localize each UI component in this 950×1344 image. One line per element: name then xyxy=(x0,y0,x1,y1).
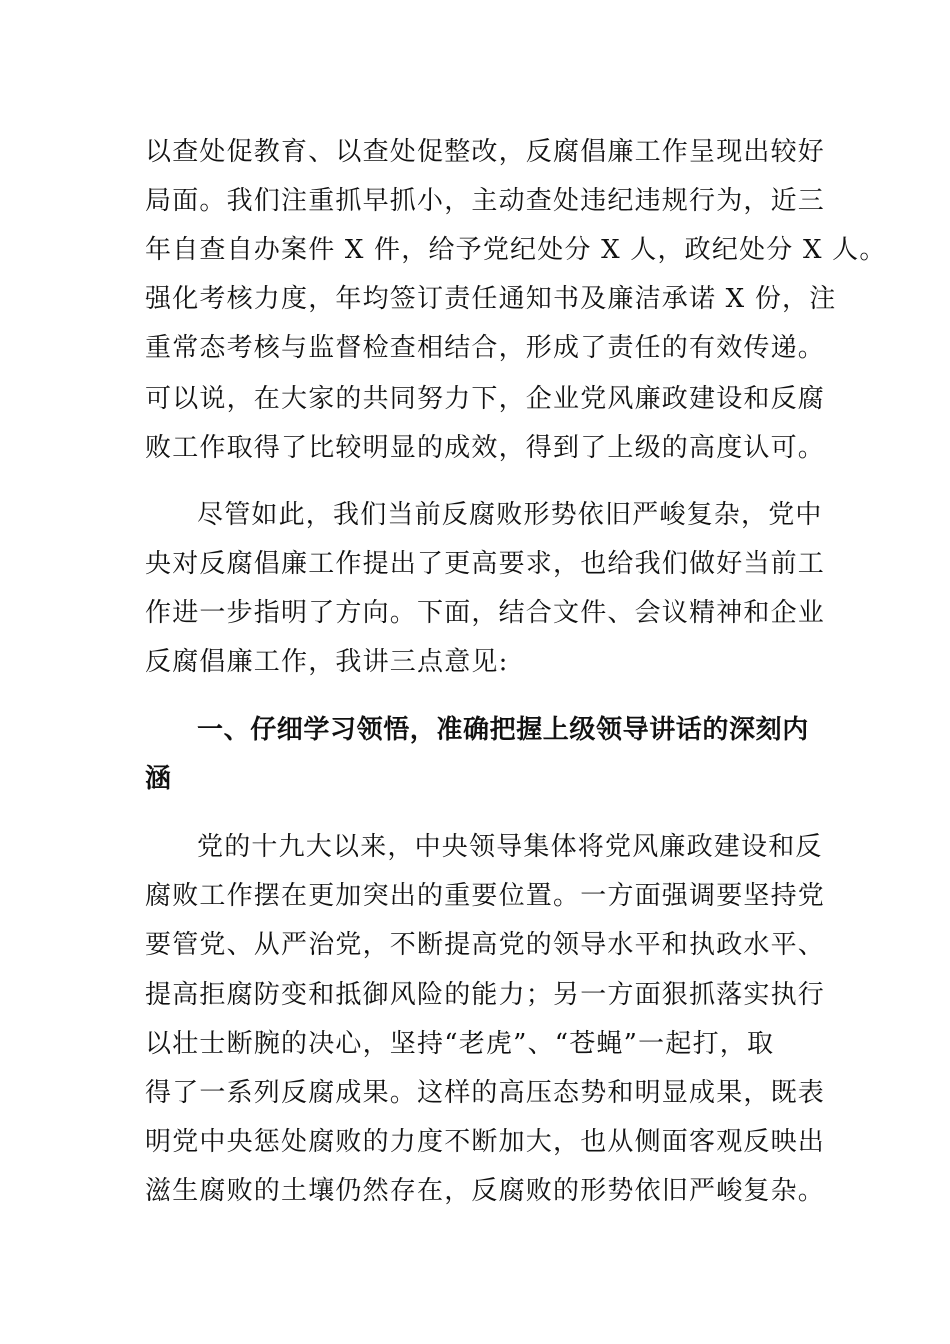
paragraph-line: 滋生腐败的土壤仍然存在，反腐败的形势依旧严峻复杂。 xyxy=(145,1176,826,1206)
paragraph-line: 央对反腐倡廉工作提出了更高要求，也给我们做好当前工 xyxy=(145,549,826,579)
paragraph-line: 强化考核力度，年均签订责任通知书及廉洁承诺 X 份，注 xyxy=(145,284,837,314)
section-heading: 一、仔细学习领悟，准确把握上级领导讲话的深刻内 xyxy=(197,715,809,745)
paragraph-line: 得了一系列反腐成果。这样的高压态势和明显成果，既表 xyxy=(145,1078,826,1108)
section-heading: 涵 xyxy=(145,764,172,794)
paragraph-line: 可以说，在大家的共同努力下，企业党风廉政建设和反腐 xyxy=(145,384,826,414)
paragraph-line: 重常态考核与监督检查相结合，形成了责任的有效传递。 xyxy=(145,333,826,363)
paragraph-line: 作进一步指明了方向。下面，结合文件、会议精神和企业 xyxy=(145,598,826,628)
paragraph-line: 要管党、从严治党，不断提高党的领导水平和执政水平、 xyxy=(145,930,826,960)
paragraph-line: 腐败工作摆在更加突出的重要位置。一方面强调要坚持党 xyxy=(145,881,826,911)
paragraph-line: 尽管如此，我们当前反腐败形势依旧严峻复杂，党中 xyxy=(197,500,823,530)
paragraph-line: 以查处促教育、以查处促整改，反腐倡廉工作呈现出较好 xyxy=(145,137,826,167)
paragraph-line: 败工作取得了比较明显的成效，得到了上级的高度认可。 xyxy=(145,433,826,463)
paragraph-line: 年自查自办案件 X 件，给予党纪处分 X 人，政纪处分 X 人。 xyxy=(145,235,887,265)
paragraph-line: 提高拒腐防变和抵御风险的能力；另一方面狠抓落实执行 xyxy=(145,980,826,1010)
paragraph-line: 党的十九大以来，中央领导集体将党风廉政建设和反 xyxy=(197,832,823,862)
paragraph-line: 反腐倡廉工作，我讲三点意见: xyxy=(145,647,509,677)
paragraph-line: 明党中央惩处腐败的力度不断加大，也从侧面客观反映出 xyxy=(145,1127,826,1157)
paragraph-line: 以壮士断腕的决心，坚持“老虎”、“苍蝇”一起打，取 xyxy=(145,1029,775,1059)
paragraph-line: 局面。我们注重抓早抓小，主动查处违纪违规行为，近三 xyxy=(145,186,826,216)
